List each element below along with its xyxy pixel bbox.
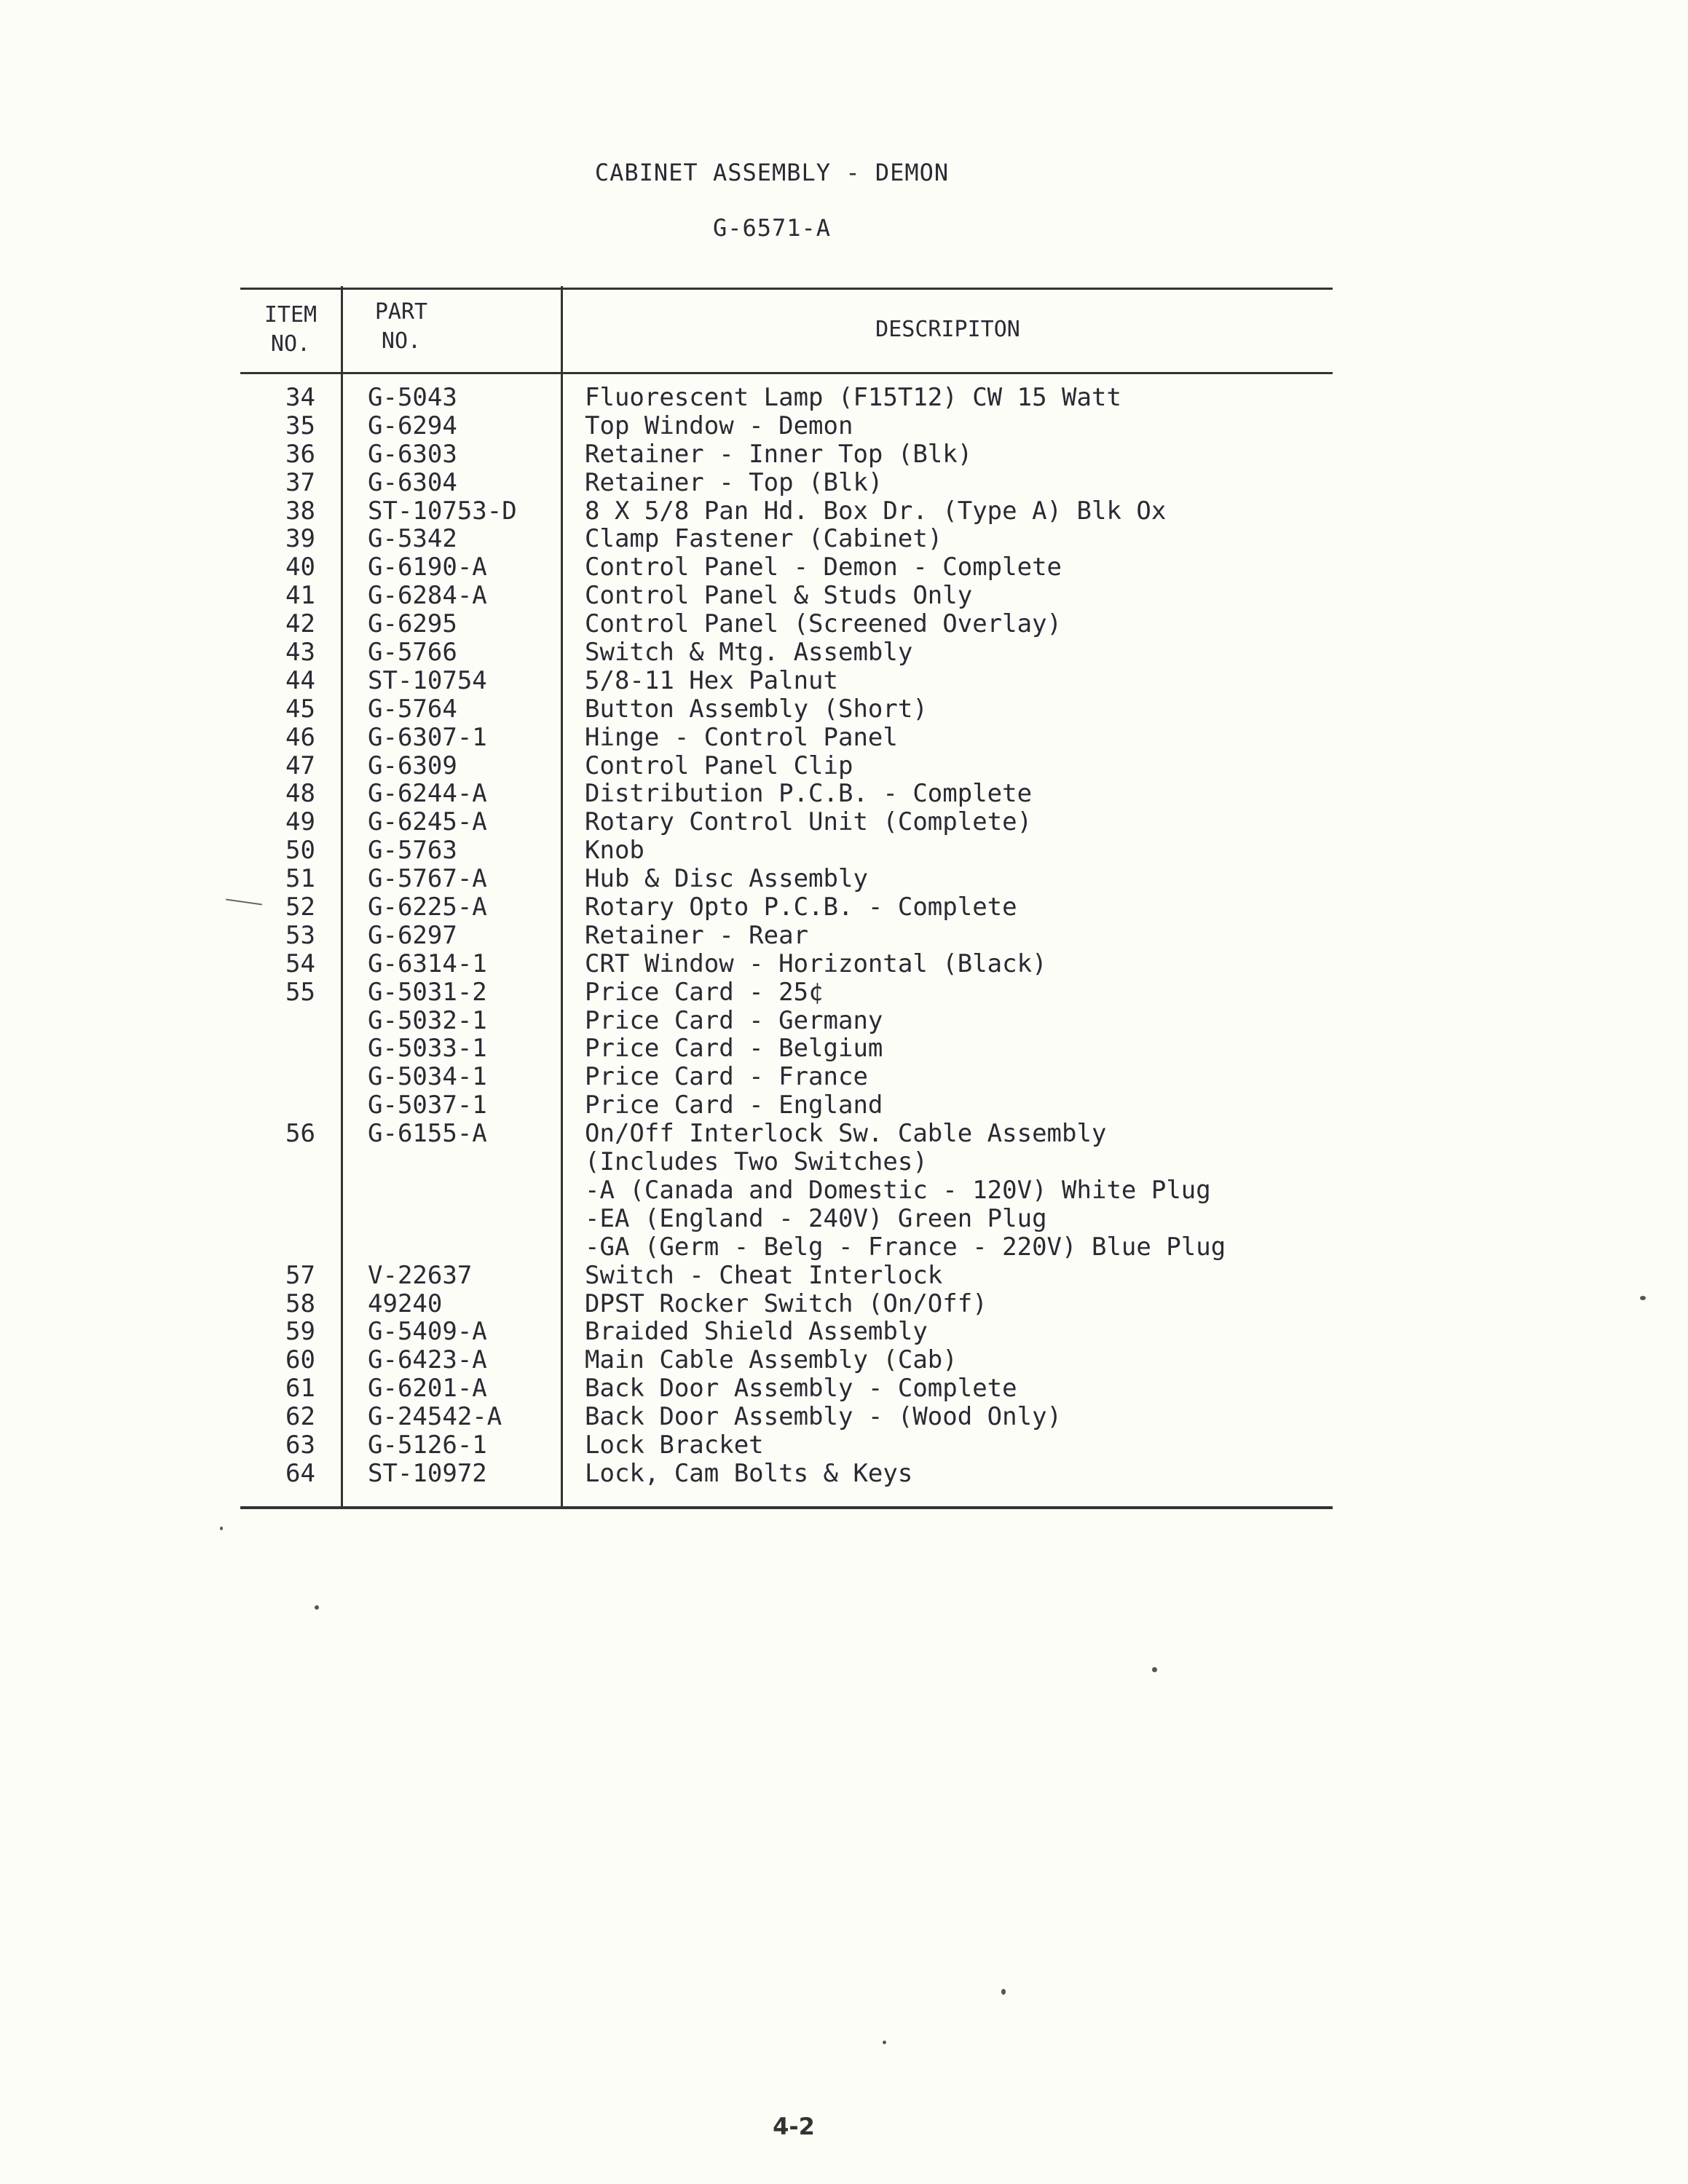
part-number-cell: G-5037-1 bbox=[368, 1091, 487, 1120]
item-number-cell: 42 bbox=[285, 609, 315, 639]
description-cell: Control Panel - Demon - Complete bbox=[585, 553, 1062, 582]
part-number-cell: G-6309 bbox=[368, 751, 457, 780]
item-number-cell: 54 bbox=[285, 949, 315, 978]
part-number-cell: ST-10753-D bbox=[368, 496, 517, 526]
part-number-cell: G-5409-A bbox=[368, 1317, 487, 1347]
part-number-cell: G-6295 bbox=[368, 609, 457, 639]
description-cell: Back Door Assembly - Complete bbox=[585, 1374, 1017, 1404]
table-row bbox=[240, 1346, 1333, 1374]
description-cell: Top Window - Demon bbox=[585, 411, 853, 440]
table-row bbox=[240, 752, 1333, 780]
column-header-item-no: ITEM NO. bbox=[264, 302, 318, 357]
description-cell: Lock Bracket bbox=[585, 1430, 764, 1460]
item-number-cell: 35 bbox=[285, 411, 315, 440]
description-cell: Switch & Mtg. Assembly bbox=[585, 638, 913, 668]
table-row bbox=[240, 412, 1333, 440]
description-cell: Price Card - France bbox=[585, 1062, 868, 1092]
table-row bbox=[240, 950, 1333, 978]
description-cell: -GA (Germ - Belg - France - 220V) Blue Plug bbox=[585, 1232, 1226, 1262]
part-number-cell: G-5763 bbox=[368, 836, 457, 866]
table-row bbox=[240, 1233, 1333, 1262]
table-row bbox=[240, 922, 1333, 950]
table-row bbox=[240, 695, 1333, 724]
item-number-cell: 34 bbox=[285, 383, 315, 412]
item-number-cell: 46 bbox=[285, 722, 315, 752]
part-number-cell: G-6297 bbox=[368, 920, 457, 950]
part-number-cell: G-5764 bbox=[368, 694, 457, 724]
item-number-cell: 53 bbox=[285, 920, 315, 950]
description-cell: Lock, Cam Bolts & Keys bbox=[585, 1458, 913, 1488]
table-row bbox=[240, 1007, 1333, 1035]
table-row bbox=[240, 780, 1333, 808]
item-number-cell: 56 bbox=[285, 1119, 315, 1149]
description-cell: Distribution P.C.B. - Complete bbox=[585, 779, 1033, 809]
part-number-cell: G-5766 bbox=[368, 638, 457, 668]
header-rule bbox=[240, 372, 1333, 374]
item-number-cell: 51 bbox=[285, 864, 315, 894]
part-number-cell: G-6294 bbox=[368, 411, 457, 440]
part-number-cell: G-6190-A bbox=[368, 553, 487, 582]
part-number-cell: ST-10972 bbox=[368, 1458, 487, 1488]
table-bottom-rule bbox=[240, 1506, 1333, 1509]
column-header-description: DESCRIPITON bbox=[875, 317, 1020, 342]
table-row bbox=[240, 978, 1333, 1007]
item-number-cell: 38 bbox=[285, 496, 315, 526]
description-cell: Back Door Assembly - (Wood Only) bbox=[585, 1402, 1062, 1432]
item-number-cell: 44 bbox=[285, 665, 315, 695]
description-cell: Clamp Fastener (Cabinet) bbox=[585, 524, 943, 554]
document-title: CABINET ASSEMBLY - DEMON bbox=[594, 159, 950, 186]
table-row bbox=[240, 497, 1333, 526]
description-cell: On/Off Interlock Sw. Cable Assembly bbox=[585, 1119, 1107, 1149]
document-number: G-6571-A bbox=[712, 214, 832, 242]
part-number-cell: G-24542-A bbox=[368, 1402, 502, 1432]
description-cell: Control Panel Clip bbox=[585, 751, 853, 780]
table-row bbox=[240, 1431, 1333, 1460]
column-header-part-no: PART NO. bbox=[374, 299, 428, 354]
part-number-cell: G-6304 bbox=[368, 467, 457, 497]
description-cell: Button Assembly (Short) bbox=[585, 694, 928, 724]
item-number-cell: 60 bbox=[285, 1345, 315, 1375]
item-number-cell: 36 bbox=[285, 439, 315, 469]
scan-speck bbox=[315, 1605, 319, 1610]
description-cell: Braided Shield Assembly bbox=[585, 1317, 928, 1347]
part-number-cell: G-6307-1 bbox=[368, 722, 487, 752]
item-number-cell: 47 bbox=[285, 751, 315, 780]
table-top-rule bbox=[240, 288, 1333, 290]
table-row bbox=[240, 1290, 1333, 1318]
table-row bbox=[240, 553, 1333, 582]
description-cell: Retainer - Inner Top (Blk) bbox=[585, 439, 973, 469]
description-cell: Hub & Disc Assembly bbox=[585, 864, 868, 894]
item-number-cell: 50 bbox=[285, 836, 315, 866]
table-row bbox=[240, 1063, 1333, 1091]
description-cell: Rotary Opto P.C.B. - Complete bbox=[585, 893, 1017, 922]
description-cell: 5/8-11 Hex Palnut bbox=[585, 665, 838, 695]
description-cell: Knob bbox=[585, 836, 644, 866]
part-number-cell: G-6303 bbox=[368, 439, 457, 469]
table-row bbox=[240, 1403, 1333, 1431]
description-cell: CRT Window - Horizontal (Black) bbox=[585, 949, 1047, 978]
part-number-cell: G-5767-A bbox=[368, 864, 487, 894]
description-cell: -EA (England - 240V) Green Plug bbox=[585, 1203, 1047, 1233]
table-row bbox=[240, 893, 1333, 922]
part-number-cell: G-6201-A bbox=[368, 1374, 487, 1404]
table-row bbox=[240, 610, 1333, 638]
part-number-cell: 49240 bbox=[368, 1289, 443, 1318]
scan-speck bbox=[1001, 1989, 1006, 1995]
part-number-cell: G-6314-1 bbox=[368, 949, 487, 978]
description-cell: Price Card - England bbox=[585, 1091, 883, 1120]
item-number-cell: 52 bbox=[285, 893, 315, 922]
page-number: 4-2 bbox=[773, 2113, 815, 2140]
part-number-cell: G-5342 bbox=[368, 524, 457, 554]
part-number-cell: V-22637 bbox=[368, 1260, 473, 1290]
item-number-cell: 39 bbox=[285, 524, 315, 554]
description-cell: Switch - Cheat Interlock bbox=[585, 1260, 943, 1290]
item-number-cell: 62 bbox=[285, 1402, 315, 1432]
table-row bbox=[240, 1034, 1333, 1063]
description-cell: Price Card - Belgium bbox=[585, 1034, 883, 1064]
description-cell: Retainer - Top (Blk) bbox=[585, 467, 883, 497]
item-number-cell: 63 bbox=[285, 1430, 315, 1460]
table-row bbox=[240, 808, 1333, 836]
part-number-cell: G-5043 bbox=[368, 383, 457, 412]
table-row bbox=[240, 724, 1333, 752]
item-number-cell: 37 bbox=[285, 467, 315, 497]
description-cell: Hinge - Control Panel bbox=[585, 722, 898, 752]
description-cell: Control Panel (Screened Overlay) bbox=[585, 609, 1062, 639]
description-cell: -A (Canada and Domestic - 120V) White Plug bbox=[585, 1175, 1211, 1205]
part-number-cell: G-6423-A bbox=[368, 1345, 487, 1375]
part-number-cell: G-5034-1 bbox=[368, 1062, 487, 1092]
table-row bbox=[240, 1148, 1333, 1176]
description-cell: DPST Rocker Switch (On/Off) bbox=[585, 1289, 987, 1318]
table-row bbox=[240, 865, 1333, 893]
table-row bbox=[240, 1176, 1333, 1205]
table-row bbox=[240, 384, 1333, 412]
table-row bbox=[240, 1318, 1333, 1346]
part-number-cell: G-6245-A bbox=[368, 807, 487, 837]
table-row bbox=[240, 1120, 1333, 1148]
item-number-cell: 40 bbox=[285, 553, 315, 582]
table-row bbox=[240, 1374, 1333, 1403]
description-cell: Price Card - Germany bbox=[585, 1005, 883, 1035]
item-number-cell: 41 bbox=[285, 581, 315, 611]
parts-table bbox=[240, 286, 1333, 1509]
description-cell: Retainer - Rear bbox=[585, 920, 809, 950]
item-number-cell: 57 bbox=[285, 1260, 315, 1290]
part-number-cell: G-6225-A bbox=[368, 893, 487, 922]
description-cell: Control Panel & Studs Only bbox=[585, 581, 973, 611]
description-cell: (Includes Two Switches) bbox=[585, 1147, 928, 1177]
item-number-cell: 58 bbox=[285, 1289, 315, 1318]
item-number-cell: 49 bbox=[285, 807, 315, 837]
table-body bbox=[240, 384, 1333, 1488]
description-cell: Main Cable Assembly (Cab) bbox=[585, 1345, 958, 1375]
part-number-cell: G-6244-A bbox=[368, 779, 487, 809]
item-number-cell: 59 bbox=[285, 1317, 315, 1347]
table-row bbox=[240, 1262, 1333, 1290]
item-number-cell: 45 bbox=[285, 694, 315, 724]
item-number-cell: 61 bbox=[285, 1374, 315, 1404]
table-row bbox=[240, 1091, 1333, 1120]
part-number-cell: G-5033-1 bbox=[368, 1034, 487, 1064]
description-cell: Fluorescent Lamp (F15T12) CW 15 Watt bbox=[585, 383, 1121, 412]
part-number-cell: G-5126-1 bbox=[368, 1430, 487, 1460]
description-cell: Price Card - 25¢ bbox=[585, 977, 824, 1007]
description-cell: Rotary Control Unit (Complete) bbox=[585, 807, 1033, 837]
table-row bbox=[240, 1205, 1333, 1233]
table-row bbox=[240, 667, 1333, 695]
item-number-cell: 55 bbox=[285, 977, 315, 1007]
item-number-cell: 43 bbox=[285, 638, 315, 668]
part-number-cell: ST-10754 bbox=[368, 665, 487, 695]
description-cell: 8 X 5/8 Pan Hd. Box Dr. (Type A) Blk Ox bbox=[585, 496, 1167, 526]
scan-speck bbox=[1152, 1667, 1157, 1672]
part-number-cell: G-5031-2 bbox=[368, 977, 487, 1007]
part-number-cell: G-5032-1 bbox=[368, 1005, 487, 1035]
table-row bbox=[240, 582, 1333, 610]
item-number-cell: 48 bbox=[285, 779, 315, 809]
table-row bbox=[240, 1460, 1333, 1488]
table-row bbox=[240, 440, 1333, 469]
part-number-cell: G-6155-A bbox=[368, 1119, 487, 1149]
scan-speck bbox=[1640, 1296, 1646, 1300]
table-row bbox=[240, 525, 1333, 553]
scan-speck bbox=[220, 1527, 223, 1530]
table-row bbox=[240, 638, 1333, 667]
item-number-cell: 64 bbox=[285, 1458, 315, 1488]
part-number-cell: G-6284-A bbox=[368, 581, 487, 611]
scan-speck bbox=[883, 2041, 886, 2044]
table-row bbox=[240, 469, 1333, 497]
table-row bbox=[240, 836, 1333, 865]
